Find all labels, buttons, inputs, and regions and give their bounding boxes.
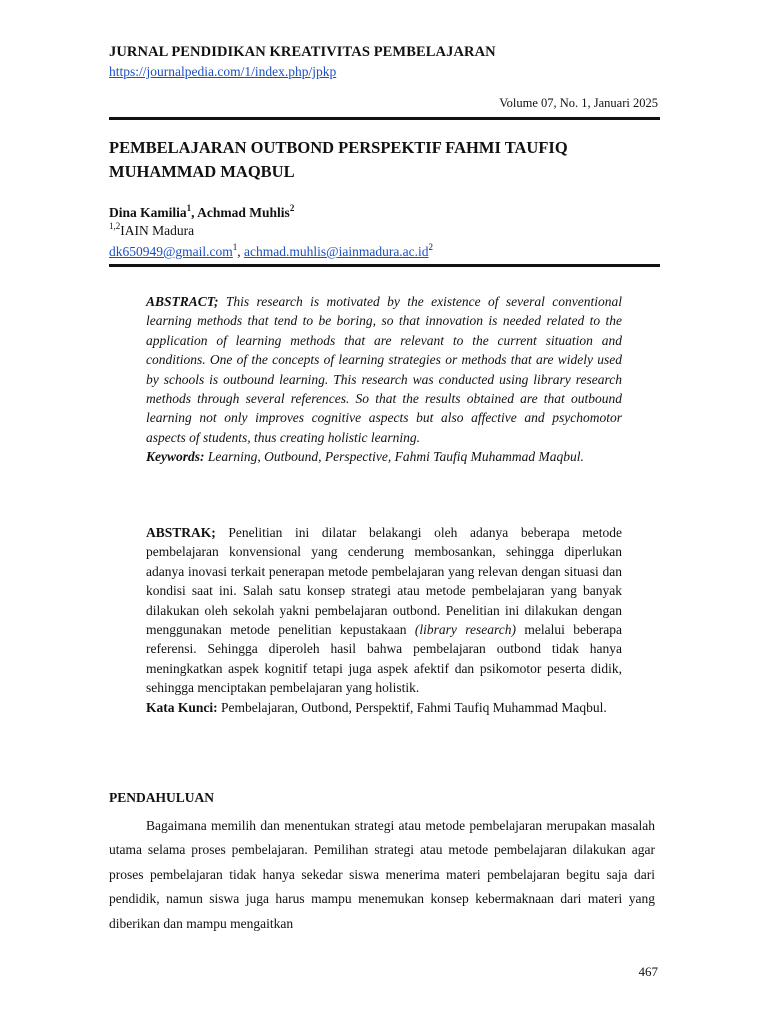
email-separator: , (237, 244, 245, 259)
article-title: PEMBELAJARAN OUTBOND PERSPEKTIF FAHMI TAUFIQ MUHAMMAD MAQBUL (109, 138, 568, 181)
kata-kunci-text: Pembelajaran, Outbond, Perspektif, Fahmi Taufiq Muhammad Maqbul. (217, 699, 607, 715)
abstract-indonesian (146, 523, 622, 717)
header-divider (109, 117, 660, 120)
author-name: Dina Kamilia (109, 205, 187, 220)
volume-issue: Volume 07, No. 1, Januari 2025 (499, 96, 658, 110)
abstract-english-body (146, 292, 622, 447)
abstrak-italic-term: (library research) (414, 622, 517, 638)
affiliation (109, 220, 195, 239)
author-separator: , (191, 205, 198, 220)
abstract-english (146, 292, 622, 467)
email-link[interactable]: achmad.muhlis@iainmadura.ac.id (244, 244, 429, 259)
author-name: Achmad Muhlis (197, 205, 290, 220)
keywords-text: Learning, Outbound, Perspective, Fahmi Taufiq Muhammad Maqbul. (204, 449, 584, 465)
intro-paragraph: Bagaimana memilih dan menentukan strategi atau metode pembelajaran merupakan masalah utama selama proses pembelajaran. Pemilihan strategi atau metode pembelajaran dilakukan agar proses pembelajaran tidak hanya sekedar siswa menerima materi pembelajaran begitu saja dari pendidik, namun siswa juga harus mampu menemukan konsep kebermaknaan dari materi yang diberikan dan mampu mengaitkan (109, 818, 655, 931)
abstract-text: This research is motivated by the existence of several conventional learning methods that tend to be boring, so that innovation is needed related to the application of learning methods that are relevant to the current situation and conditions. One of the concepts of learning strategies or methods that are widely used by schools is outbound learning. This research was conducted using library research methods through several references. So that the results obtained are that outbound learning not only improves cognitive aspects but also affective and psychomotor aspects of students, thus creating holistic learning. (146, 294, 622, 445)
abstract-indonesian-body (146, 523, 622, 698)
author-list (109, 202, 295, 221)
email-link[interactable]: dk650949@gmail.com (109, 244, 233, 259)
keywords-english (146, 447, 622, 466)
keywords-label: Keywords: (146, 449, 205, 465)
authors-divider (109, 264, 660, 267)
email-sup: 2 (428, 241, 434, 252)
abstrak-text: Penelitian ini dilatar belakangi oleh adanya beberapa metode pembelajaran konvensional yang cenderung membosankan, sehingga diperlukan adanya inovasi terkait penerapan metode pembelajaran yang relevan dengan situasi dan kondisi saat ini. Salah satu konsep strategi atau metode pembelajaran yang banyak dilakukan oleh sekolah yakni pembelajaran outbond. Penelitian ini dilakukan dengan menggunakan metode penelitian kepustakaan (146, 525, 622, 638)
author-sup: 1 (186, 202, 192, 213)
abstract-label: ABSTRACT; (146, 294, 219, 309)
section-heading: PENDAHULUAN (109, 790, 215, 805)
affiliation-name: IAIN Madura (120, 223, 195, 238)
keywords-indonesian (146, 698, 622, 717)
journal-name: JURNAL PENDIDIKAN KREATIVITAS PEMBELAJARAN (109, 44, 496, 60)
author-emails (109, 241, 434, 260)
kata-kunci-label: Kata Kunci: (146, 699, 218, 715)
abstrak-text-continued: melalui beberapa referensi. Sehingga diperoleh hasil bahwa pembelajaran outbond tidak hanya meningkatkan aspek kognitif tetapi juga aspek afektif dan psikomotor peserta didik, sehingga menciptakan pembelajaran yang holistik. (146, 622, 622, 696)
affiliation-sup: 1,2 (109, 220, 121, 231)
page-number: 467 (638, 964, 658, 979)
abstrak-label: ABSTRAK; (146, 525, 216, 540)
journal-url-link[interactable]: https://journalpedia.com/1/index.php/jpkp (109, 64, 337, 79)
author-sup: 2 (289, 202, 295, 213)
email-sup: 1 (232, 241, 238, 252)
